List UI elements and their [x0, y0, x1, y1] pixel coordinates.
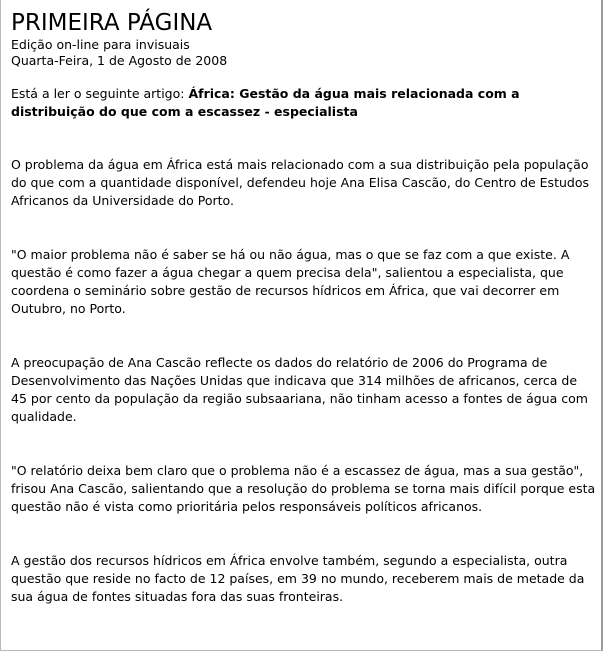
article-paragraph: "O relatório deixa bem claro que o problema não é a escassez de água, mas a sua gestão", frisou Ana Cascão, salientando que a resolução do problema se torna mais difícil porque esta questão não é vista como prioritária pelos responsáveis políticos africanos.	[11, 463, 596, 514]
site-title: PRIMEIRA PÁGINA	[11, 10, 213, 36]
header	[11, 9, 601, 69]
edition-label: Edição on-line para invisuais	[11, 37, 190, 52]
article-paragraph: A preocupação de Ana Cascão reflecte os dados do relatório de 2006 do Programa de Desenvolvimento das Nações Unidas que indicava que 314 milhões de africanos, cerca de 45 por cento da população da região subsaariana, não tinham acesso a fontes de água com qualidade.	[11, 355, 588, 424]
intro-label: Está a ler o seguinte artigo:	[11, 86, 185, 101]
article-paragraph: A gestão dos recursos hídricos em África envolve também, segundo a especialista, outra questão que reside no facto de 12 países, em 39 no mundo, receberem mais de metade da sua água de fontes situadas fora das suas fronteiras.	[11, 553, 585, 604]
article-title: África: Gestão da água mais relacionada com a distribuição do que com a escassez - especialista	[11, 86, 520, 119]
article-paragraph: O problema da água em África está mais relacionado com a sua distribuição pela população do que com a quantidade disponível, defendeu hoje Ana Elisa Cascão, do Centro de Estudos Africanos da Universidade do Porto.	[11, 157, 589, 208]
article-paragraph: "O maior problema não é saber se há ou não água, mas o que se faz com a que existe. A questão é como fazer a água chegar a quem precisa dela", salientou a especialista, que coordena o seminário sobre gestão de recursos hídricos em África, que vai decorrer em Outubro, no Porto.	[11, 247, 570, 316]
article-body	[11, 156, 596, 606]
article-intro	[11, 85, 591, 121]
edition-date: Quarta-Feira, 1 de Agosto de 2008	[11, 53, 228, 68]
